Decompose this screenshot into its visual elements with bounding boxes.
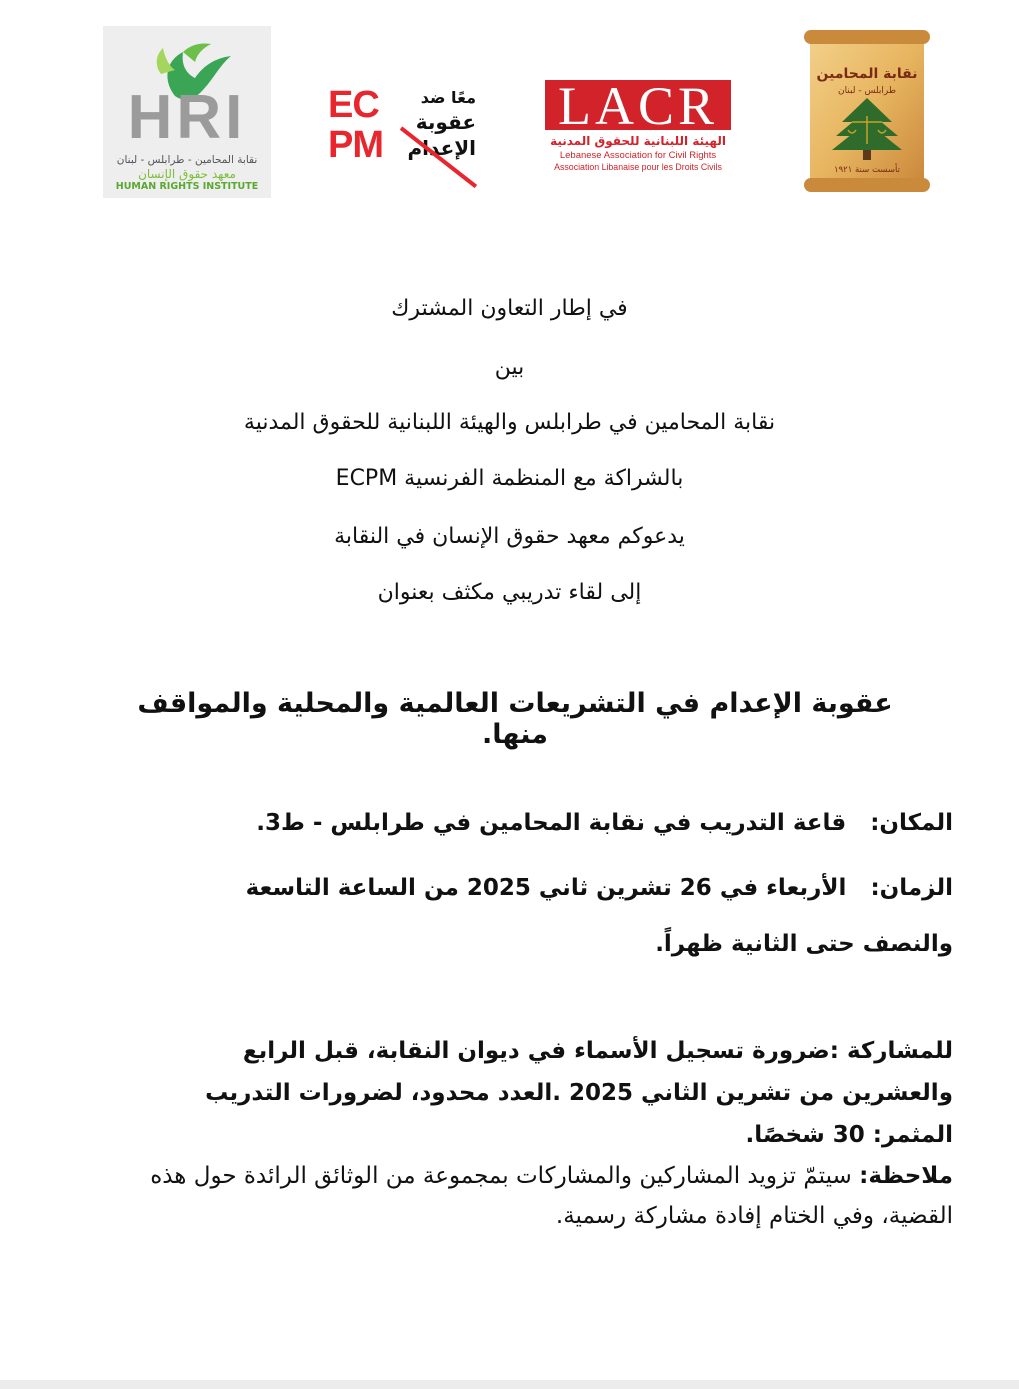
ecpm-arabic-3: الإعدام — [407, 136, 476, 160]
place-label: المكان: — [870, 810, 953, 836]
intro-line-3: نقابة المحامين في طرابلس والهيئة اللبنانية للحقوق المدنية — [243, 410, 776, 435]
intro-line-6: إلى لقاء تدريبي مكثف بعنوان — [377, 580, 642, 605]
intro-line-2: بين — [494, 355, 525, 380]
ecpm-arabic-1: معًا ضد — [420, 88, 476, 107]
lacr-mark: LACR — [545, 80, 731, 130]
time-value: الأربعاء في 26 تشرين ثاني 2025 من الساعة التاسعة والنصف حتى الثانية ظهراً. — [245, 875, 953, 957]
lacr-arabic-name: الهيئة اللبنانية للحقوق المدنية — [550, 134, 726, 148]
bar-title: نقابة المحامين — [816, 66, 918, 82]
time-label: الزمان: — [870, 875, 953, 901]
participation-text: :ضرورة تسجيل الأسماء في ديوان النقابة، قبل الرابع والعشرين من تشرين الثاني 2025 .العدد محدود، لضرورات التدريب المثمر: 30 شخصًا. — [205, 1038, 953, 1148]
ecpm-ec: EC — [328, 84, 379, 126]
bottom-divider — [0, 1380, 1019, 1389]
hri-logo — [103, 26, 271, 198]
intro-line-4: بالشراكة مع المنظمة الفرنسية ECPM — [335, 466, 684, 491]
note-label: ملاحظة: — [859, 1163, 953, 1189]
note-text: سيتمّ تزويد المشاركين والمشاركات بمجموعة من الوثائق الرائدة حول هذه القضية، وفي الختام إفادة مشاركة رسمية. — [150, 1163, 953, 1229]
lacr-english-name: Lebanese Association for Civil Rights — [559, 150, 717, 161]
bar-association-logo — [802, 26, 932, 196]
lacr-logo — [542, 76, 734, 176]
hri-english-name: HUMAN RIGHTS INSTITUTE — [115, 181, 259, 192]
bar-founded: تأسست سنة ١٩٢١ — [834, 165, 900, 175]
note-paragraph — [143, 1156, 953, 1236]
hri-arabic-name: معهد حقوق الإنسان — [138, 167, 236, 181]
lacr-french-name: Association Libanaise pour les Droits Civils — [554, 162, 722, 172]
participation-paragraph — [143, 1030, 953, 1156]
ecpm-pm: PM — [328, 124, 383, 166]
ecpm-arabic-2: عقوبة — [415, 110, 476, 134]
bar-subtitle: طرابلس - لبنان — [837, 86, 897, 96]
place-line — [153, 803, 953, 843]
intro-line-1: في إطار التعاون المشترك — [391, 296, 628, 321]
event-title: عقوبة الإعدام في التشريعات العالمية والمحلية والمواقف منها. — [137, 688, 893, 750]
svg-text:HRI: HRI — [127, 83, 247, 152]
time-line — [153, 860, 953, 972]
hri-dove-icon — [103, 26, 271, 156]
place-value: قاعة التدريب في نقابة المحامين في طرابلس - ط3. — [256, 810, 847, 836]
hri-arabic-line: نقابة المحامين - طرابلس - لبنان — [116, 154, 258, 166]
intro-line-5: يدعوكم معهد حقوق الإنسان في النقابة — [334, 524, 685, 549]
participation-label: للمشاركة — [846, 1038, 953, 1064]
ecpm-logo — [326, 82, 486, 172]
